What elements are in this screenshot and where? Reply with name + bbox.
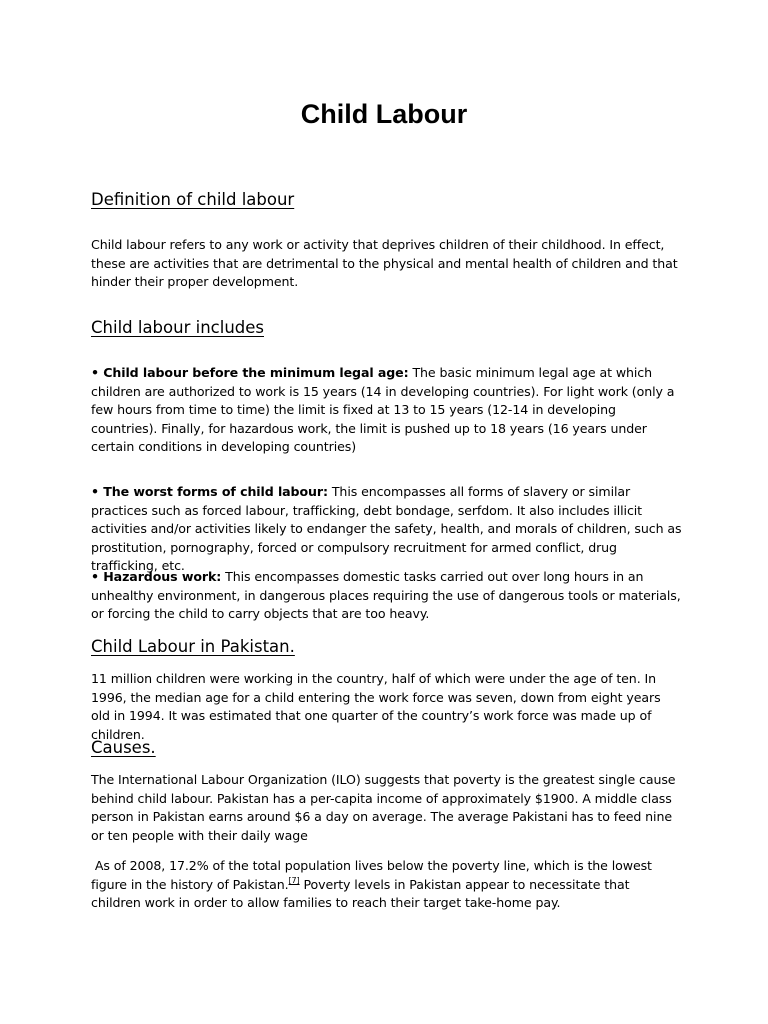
pakistan-heading: Child Labour in Pakistan. xyxy=(91,637,295,656)
includes-item-minimum-age xyxy=(91,364,683,457)
causes-paragraph-2-start: As of 2008, 17.2% of the total population lives below the poverty line, which is the lowest figure in the history of Pakistan. xyxy=(91,858,652,892)
includes-item-worst-forms xyxy=(91,483,683,576)
definition-heading: Definition of child labour xyxy=(91,190,295,209)
item-lead: • The worst forms of child labour: xyxy=(91,484,328,499)
causes-paragraph-1: The International Labour Organization (ILO) suggests that poverty is the greatest single cause behind child labour. Pakistan has a per-capita income of approximately $1900. A middle class person in Pakistan earns around $6 a day on average. The average Pakistani has to feed nine or ten people with their daily wage xyxy=(91,772,676,843)
causes-heading: Causes. xyxy=(91,738,156,757)
definition-paragraph: Child labour refers to any work or activity that deprives children of their childhood. In effect, these are activities that are detrimental to the physical and mental health of children and that hinder their proper development. xyxy=(91,237,678,290)
pakistan-paragraph: 11 million children were working in the country, half of which were under the age of ten. In 1996, the median age for a child entering the work force was seven, down from eight years old in 1994. It was estimated that one quarter of the country’s work force was made up of children. xyxy=(91,671,661,742)
document-title: Child Labour xyxy=(300,99,468,129)
item-text: This encompasses domestic tasks carried out over long hours in an unhealthy environment, in dangerous places requiring the use of dangerous tools or materials, or forcing the child to carry objects that are too heavy. xyxy=(91,569,681,622)
includes-heading: Child labour includes xyxy=(91,318,264,337)
item-text: This encompasses all forms of slavery or similar practices such as forced labour, trafficking, debt bondage, serfdom. It also includes illicit activities and/or activities likely to endanger the safety, health, and morals of children, such as prostitution, pornography, forced or compulsory recruitment for armed conflict, drug trafficking, etc. xyxy=(91,484,682,574)
causes-paragraph-2 xyxy=(91,857,683,913)
citation-link[interactable]: [7] xyxy=(288,875,300,885)
causes-paragraph-2-end: Poverty levels in Pakistan appear to necessitate that children work in order to allow families to reach their target take-home pay. xyxy=(91,876,630,911)
item-lead: • Hazardous work: xyxy=(91,569,222,584)
includes-item-hazardous-work xyxy=(91,568,683,624)
item-text: The basic minimum legal age at which children are authorized to work is 15 years (14 in developing countries). For light work (only a few hours from time to time) the limit is fixed at 13 to 15 years (12-14 in developing countries). Finally, for hazardous work, the limit is pushed up to 18 years (16 years under certain conditions in developing countries) xyxy=(91,365,675,455)
item-lead: • Child labour before the minimum legal age: xyxy=(91,365,409,380)
